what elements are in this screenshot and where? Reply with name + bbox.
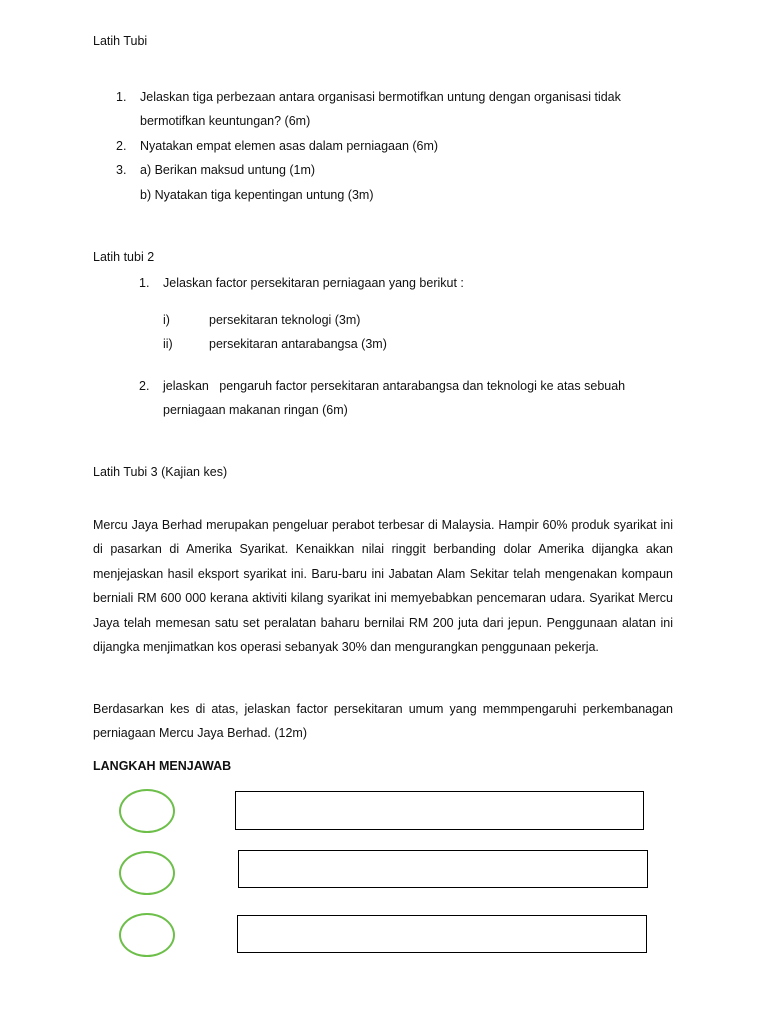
s1-item2-number: 2. [116,139,127,153]
case-question-paragraph: Berdasarkan kes di atas, jelaskan factor persekitaran umum yang memmpengaruhi perkembanagan perniagaan Mercu Jaya Berhad. (12m) [93,702,673,741]
s2-q2-number: 2. [139,379,150,393]
step-box-1 [235,791,644,830]
s2-q1-sub2-label: ii) [163,337,173,351]
step-circle-1 [119,789,175,833]
s2-q2-line1: jelaskan pengaruh factor persekitaran antarabangsa dan teknologi ke atas sebuah [163,379,626,393]
s1-item2-line1: Nyatakan empat elemen asas dalam perniagaan (6m) [140,139,439,153]
s1-item3-line1: a) Berikan maksud untung (1m) [140,163,316,177]
s2-q1-number: 1. [139,276,150,290]
step-box-2 [238,850,648,888]
s2-q1-sub1-text: persekitaran teknologi (3m) [209,313,361,327]
s2-q2-line2: perniagaan makanan ringan (6m) [163,403,348,417]
section2-heading: Latih tubi 2 [93,250,155,264]
steps-heading: LANGKAH MENJAWAB [93,759,232,773]
s1-item1-line1: Jelaskan tiga perbezaan antara organisasi bermotifkan untung dengan organisasi tidak [140,90,621,104]
section3-heading: Latih Tubi 3 (Kajian kes) [93,465,228,479]
case-study-paragraph: Mercu Jaya Berhad merupakan pengeluar perabot terbesar di Malaysia. Hampir 60% produk syarikat ini di pasarkan di Amerika Syarikat. Kenaikkan nilai ringgit berbanding dolar Amerika dijangka akan menjejaskan hasil eksport syarikat ini. Baru-baru ini Jabatan Alam Sekitar telah mengenakan kompaun berniali RM 600 000 kerana aktiviti kilang syarikat ini memyebabkan pencemaran udara. Syarikat Mercu Jaya telah memesan satu set peralatan baharu bernilai RM 200 juta dari jepun. Penggunaan alatan ini dijangka menjimatkan kos operasi sebanyak 30% dan mengurangkan penggunaan pekerja. [93,518,673,655]
s1-item1-line2: bermotifkan keuntungan? (6m) [140,114,311,128]
step-circle-3 [119,913,175,957]
s2-q1-text: Jelaskan factor persekitaran perniagaan yang berikut : [163,276,464,290]
s2-q1-sub1-label: i) [163,313,170,327]
section1-heading: Latih Tubi [93,34,148,48]
s1-item3-line2: b) Nyatakan tiga kepentingan untung (3m) [140,188,374,202]
step-box-3 [237,915,647,953]
s1-item1-number: 1. [116,90,127,104]
s1-item3-number: 3. [116,163,127,177]
s2-q1-sub2-text: persekitaran antarabangsa (3m) [209,337,387,351]
step-circle-2 [119,851,175,895]
